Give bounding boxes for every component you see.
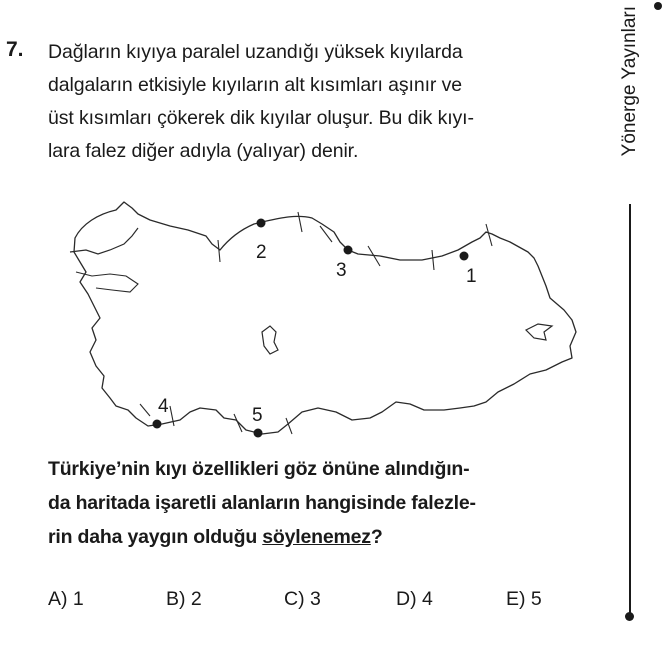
sidebar-divider	[629, 204, 631, 616]
intro-line: dalgaların etkisiyle kıyıların alt kısımları aşınır ve	[48, 74, 463, 96]
corner-dot	[654, 2, 662, 10]
map-marker-label-1: 1	[466, 266, 477, 287]
prompt-line: da haritada işaretli alanların hangisinde falezle-	[48, 492, 476, 514]
coast-ticks	[140, 212, 492, 434]
question-prompt	[48, 452, 608, 554]
sidebar-end-dot	[625, 612, 634, 621]
prompt-last-prefix: rin daha yaygın olduğu	[48, 526, 263, 548]
lake-tuz	[262, 326, 278, 354]
map-marker-dot-3	[344, 246, 353, 255]
prompt-underlined-word: söylenemez	[262, 526, 371, 548]
option-a[interactable]: A) 1	[48, 588, 84, 610]
map-marker-dot-4	[153, 420, 162, 429]
publisher-text: Yönerge Yayınları	[619, 6, 640, 157]
map-marker-label-3: 3	[336, 260, 347, 281]
intro-line: Dağların kıyıya paralel uzandığı yüksek kıyılarda	[48, 41, 463, 63]
intro-line: lara falez diğer adıyla (yalıyar) denir.	[48, 140, 359, 162]
publisher-label	[612, 6, 648, 196]
map-marker-label-2: 2	[256, 242, 267, 263]
prompt-line: Türkiye’nin kıyı özellikleri göz önüne alındığın-	[48, 458, 470, 480]
map-marker-dot-5	[254, 429, 263, 438]
prompt-last-suffix: ?	[370, 526, 383, 548]
option-e[interactable]: E) 5	[506, 588, 542, 610]
option-b[interactable]: B) 2	[166, 588, 202, 610]
map-marker-label-4: 4	[158, 396, 169, 417]
answer-options	[48, 588, 588, 618]
prompt-line-last	[48, 520, 608, 554]
turkey-map	[40, 180, 610, 460]
option-d[interactable]: D) 4	[396, 588, 433, 610]
question-intro	[48, 36, 608, 168]
map-marker-dot-1	[460, 252, 469, 261]
map-marker-dot-2	[257, 219, 266, 228]
map-outline	[74, 202, 576, 434]
lake-van	[526, 324, 552, 340]
question-number: 7.	[6, 38, 24, 61]
intro-line: üst kısımları çökerek dik kıyılar oluşur. Bu dik kıyı-	[48, 107, 474, 129]
map-marker-label-5: 5	[252, 405, 263, 426]
thrace-detail	[70, 228, 138, 254]
option-c[interactable]: C) 3	[284, 588, 321, 610]
